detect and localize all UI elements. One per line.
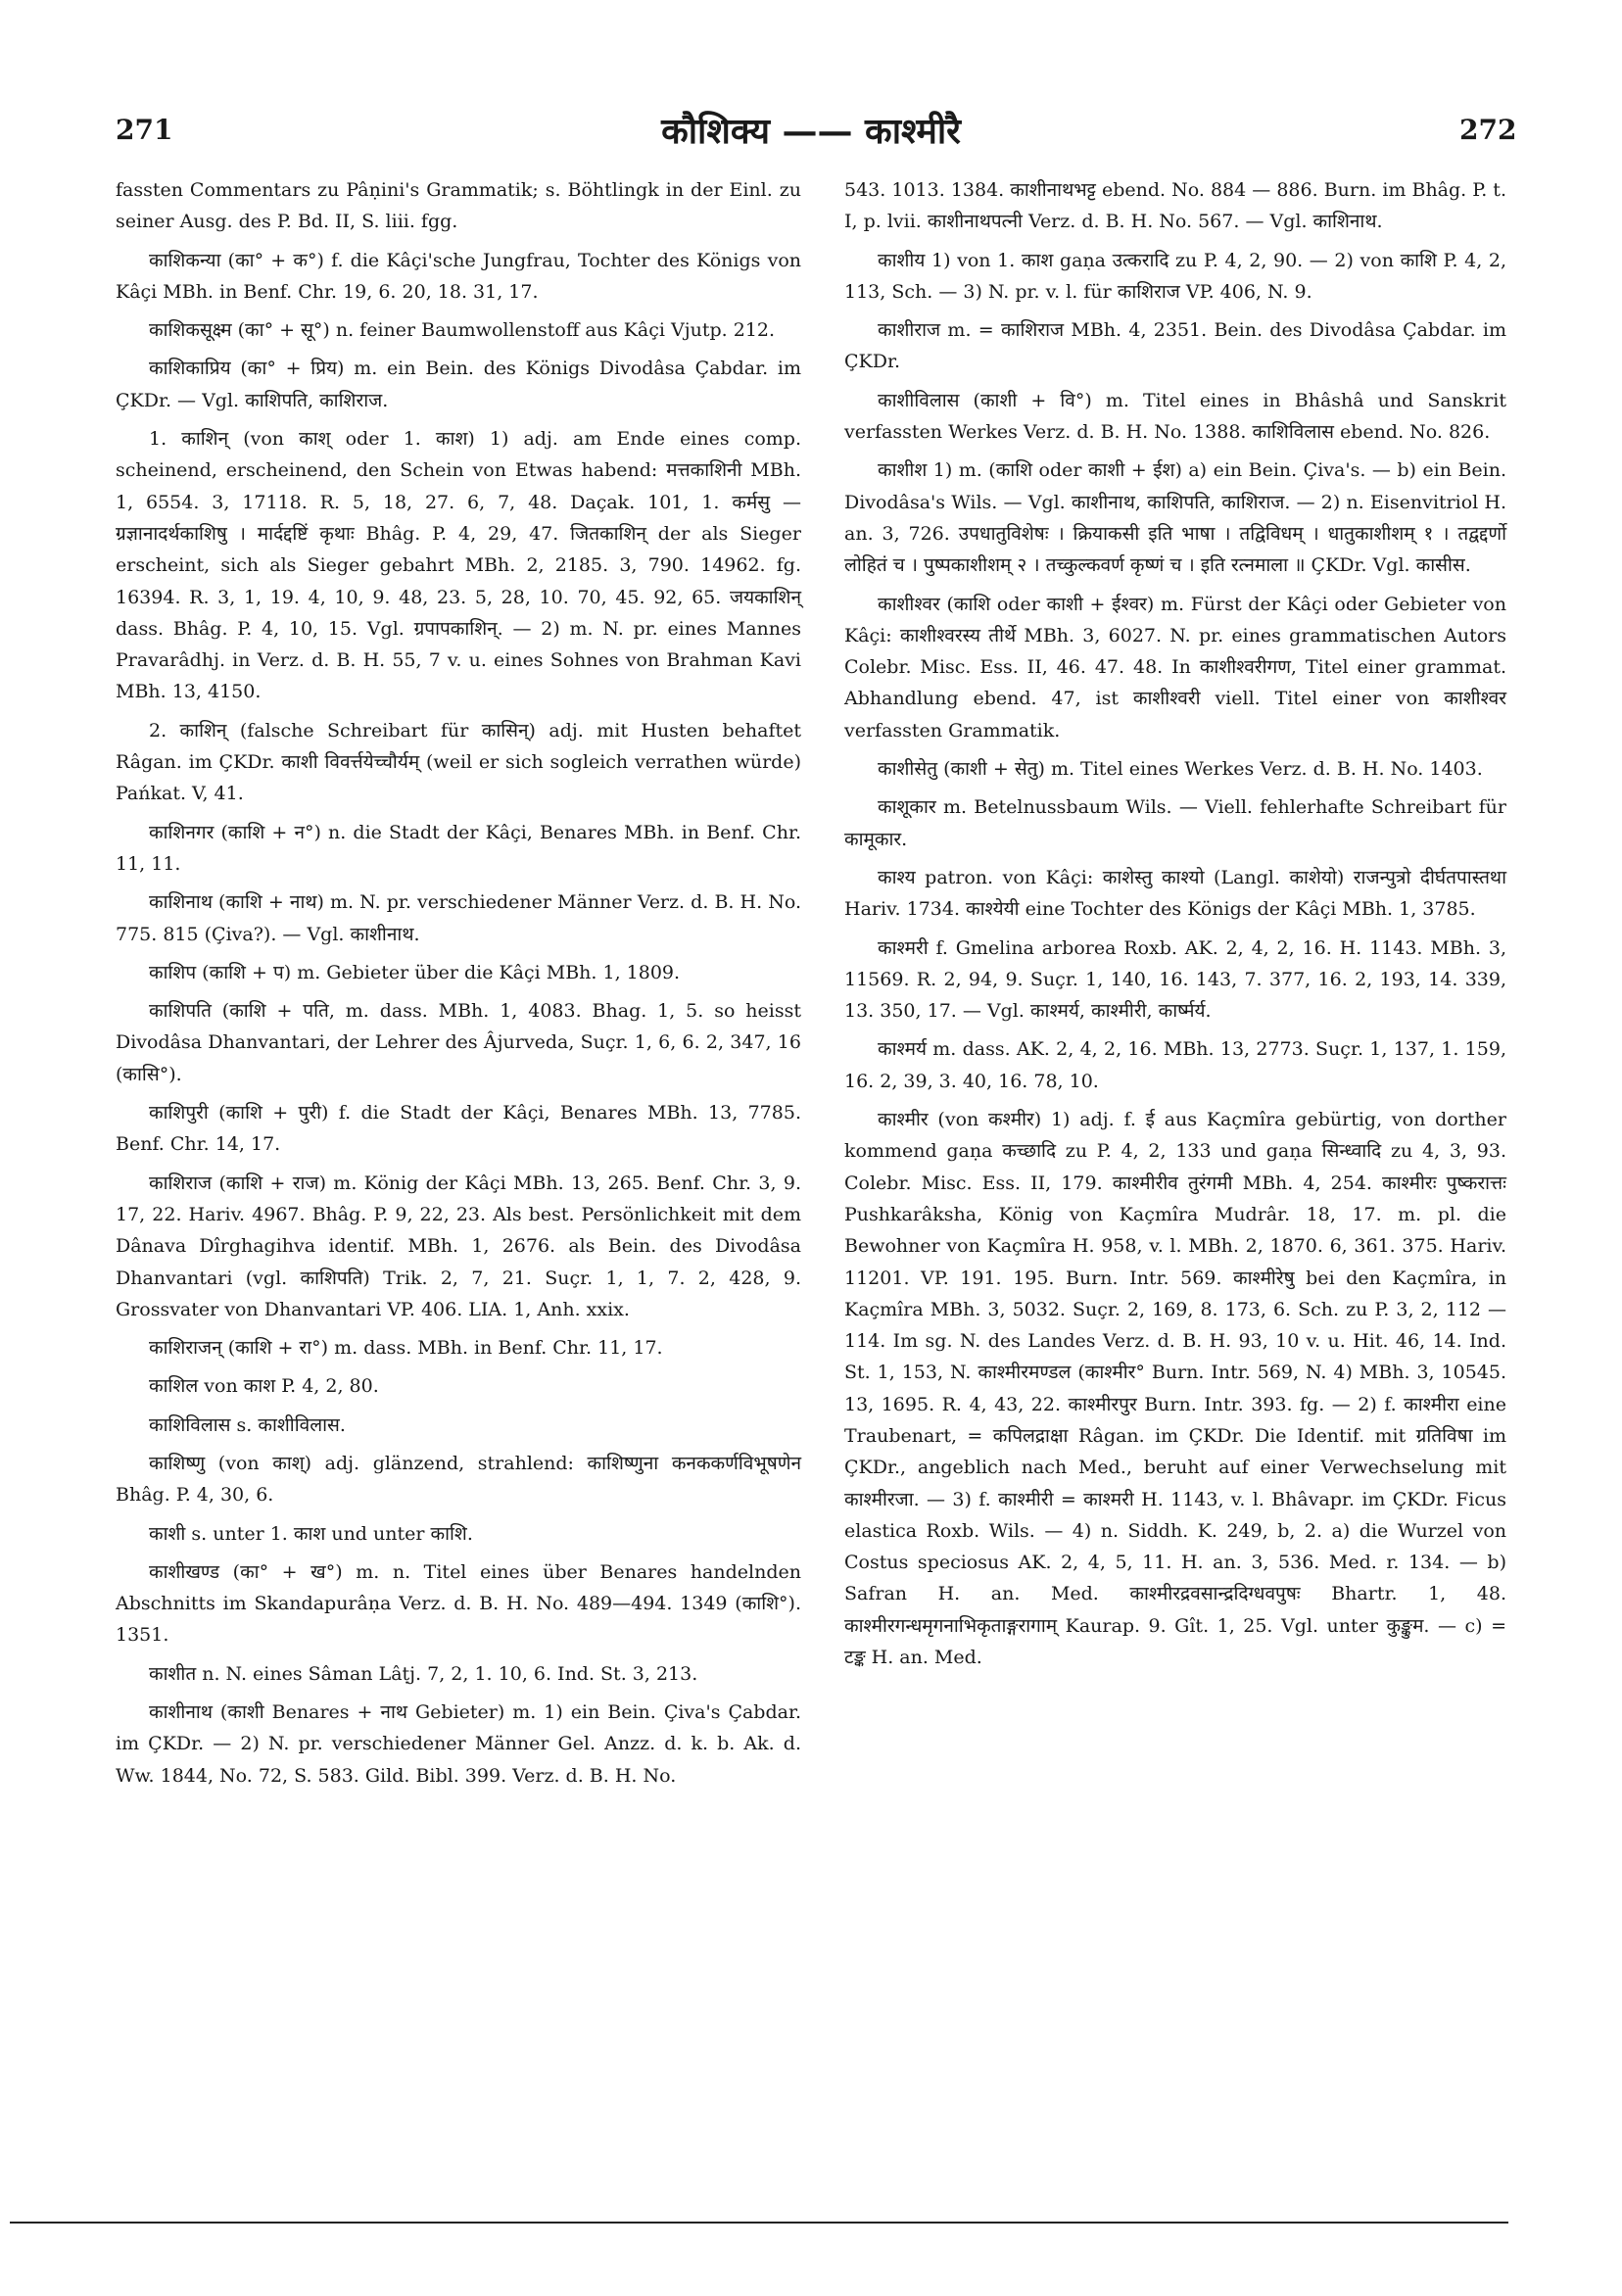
dictionary-entry: काशीराज m. = काशिराज MBh. 4, 2351. Bein. des Divodâsa Çabdar. im ÇKDr. — [844, 319, 1506, 373]
dictionary-entry: काशिराज (काशि + राज) m. König der Kâçi MBh. 13, 265. Benf. Chr. 3, 9. 17, 22. Hariv. 4967. Bhâg. P. 9, 22, 23. Als best. Persönlichkeit mit dem Dânava Dîrghagihva identif. MBh. 1, 2676. als Bein. des Divodâsa Dhanvantari (vgl. काशिपति) Trik. 2, 7, 21. Suçr. 1, 1, 7. 2, 428, 9. Grossvater von Dhanvantari VP. 406. LIA. 1, Anh. xxix. — [116, 1172, 801, 1320]
dictionary-entry: काशिकसूक्ष्म (का° + सू°) n. feiner Baumwollenstoff aus Kâçi Vjutp. 212. — [149, 319, 776, 342]
dictionary-entry: काशूकार m. Betelnussbaum Wils. — Viell. fehlerhafte Schreibart für कामूकार. — [844, 796, 1506, 850]
dictionary-entry: काशिष्णु (von काश्) adj. glänzend, strahlend: काशिष्णुना कनककर्णविभूषणेन Bhâg. P. 4, 30, 6. — [116, 1452, 801, 1507]
dictionary-entry: काशिराजन् (काशि + रा°) m. dass. MBh. in Benf. Chr. 11, 17. — [149, 1337, 663, 1360]
dictionary-entry: काशिनाथ (काशि + नाथ) m. N. pr. verschiedener Männer Verz. d. B. H. No. 775. 815 (Çiva?). — Vgl. काशीनाथ. — [116, 891, 801, 945]
dictionary-entry: काशिपति (काशि + पति, m. dass. MBh. 1, 4083. Bhag. 1, 5. so heisst Divodâsa Dhanvantari, der Lehrer des Âjurveda, Suçr. 1, 6, 6. 2, 347, 16 (कासि°). — [116, 1000, 801, 1085]
dictionary-entry: काशिनगर (काशि + न°) n. die Stadt der Kâçi, Benares MBh. in Benf. Chr. 11, 11. — [116, 821, 801, 875]
right-column — [844, 174, 1506, 1680]
page-header — [0, 106, 1622, 155]
dictionary-entry: काशी s. unter 1. काश und unter काशि. — [149, 1522, 473, 1545]
dictionary-entry: काशिकाप्रिय (का° + प्रिय) m. ein Bein. des Königs Divodâsa Çabdar. im ÇKDr. — Vgl. काशिपति, काशिराज. — [116, 358, 801, 411]
running-headwords: कौशिक्य —— काश्मीरै — [661, 111, 961, 152]
dictionary-entry: काशिविलास s. काशीविलास. — [149, 1413, 346, 1436]
dictionary-entry: काशीश्वर (काशि oder काशी + ईश्वर) m. Fürst der Kâçi oder Gebieter von Kâçi: काशीश्वरस्य तीर्थे MBh. 3, 6027. N. pr. eines grammatischen Autors Colebr. Misc. Ess. II, 46. 47. 48. In काशीश्वरीगण, Titel einer grammat. Abhandlung ebend. 47, ist काशीश्वरी viell. Titel einer von काशीश्वर verfassten Grammatik. — [844, 593, 1506, 741]
dictionary-entry: काश्मरी f. Gmelina arborea Roxb. AK. 2, 4, 2, 16. H. 1143. MBh. 3, 11569. R. 2, 94, 9. Suçr. 1, 140, 16. 143, 7. 377, 16. 2, 193, 14. 339, 13. 350, 17. — Vgl. काश्मर्य, काश्मीरी, कार्ष्मर्य. — [844, 936, 1506, 1023]
dictionary-entry: 1. काशिन् (von काश् oder 1. काश) 1) adj. am Ende eines comp. scheinend, erscheinend, den Schein von Etwas habend: मत्तकाशिनी MBh. 1, 6554. 3, 17118. R. 5, 18, 27. 6, 7, 48. Daçak. 101, 1. कर्मसु — ग्रज्ञानादर्थकाशिषु । मार्दद्दष्टिं कृथाः Bhâg. P. 4, 29, 47. जितकाशिन् der als Sieger erscheint, sich als Sieger gebahrt MBh. 2, 2185. 3, 790. 14962. fg. 16394. R. 3, 1, 19. 4, 10, 9. 48, 23. 5, 28, 10. 70, 45. 92, 65. जयकाशिन् dass. Bhâg. P. 4, 10, 15. Vgl. ग्रपापकाशिन्. — 2) m. N. pr. eines Mannes Pravarâdhj. in Verz. d. B. H. 55, 7 v. u. eines Sohnes von Brahman Kavi MBh. 13, 4150. — [116, 428, 801, 703]
right-page-number: 272 — [1459, 114, 1517, 146]
dictionary-entry: काशिपुरी (काशि + पुरी) f. die Stadt der Kâçi, Benares MBh. 13, 7785. Benf. Chr. 14, 17. — [116, 1102, 801, 1156]
dictionary-entry: काशीनाथ (काशी Benares + नाथ Gebieter) m. 1) ein Bein. Çiva's Çabdar. im ÇKDr. — 2) N. pr. verschiedener Männer Gel. Anzz. d. k. b. Ak. d. Ww. 1844, No. 72, S. 583. Gild. Bibl. 399. Verz. d. B. H. No. — [116, 1701, 801, 1787]
dictionary-entry: काशीय 1) von 1. काश gaṇa उत्करादि zu P. 4, 2, 90. — 2) von काशि P. 4, 2, 113, Sch. — 3) N. pr. v. l. für काशिराज VP. 406, N. 9. — [844, 249, 1506, 303]
dictionary-entry: काशीत n. N. eines Sâman Lâṭj. 7, 2, 1. 10, 6. Ind. St. 3, 213. — [149, 1662, 698, 1685]
dictionary-entry: काशीसेतु (काशी + सेतु) m. Titel eines Werkes Verz. d. B. H. No. 1403. — [878, 758, 1483, 781]
dictionary-entry: काशिल von काश P. 4, 2, 80. — [149, 1375, 379, 1398]
dictionary-entry: काशिकन्या (का° + क°) f. die Kâçi'sche Jungfrau, Tochter des Königs von Kâçi MBh. in Benf. Chr. 19, 6. 20, 18. 31, 17. — [116, 249, 801, 303]
dictionary-entry: काश्मर्य m. dass. AK. 2, 4, 2, 16. MBh. 13, 2773. Suçr. 1, 137, 1. 159, 16. 2, 39, 3. 40, 16. 78, 10. — [844, 1038, 1506, 1092]
dictionary-entry: 543. 1013. 1384. काशीनाथभट्ट ebend. No. 884 — 886. Burn. im Bhâg. P. t. I, p. lvii. काशीनाथपत्नी Verz. d. B. H. No. 567. — Vgl. काशिनाथ. — [844, 179, 1506, 233]
dictionary-entry: काश्य patron. von Kâçi: काशेस्तु काश्यो (Langl. काशेयो) राजन्पुत्रो दीर्घतपास्तथा Hariv. 1734. काश्येयी eine Tochter des Königs der Kâçi MBh. 1, 3785. — [844, 866, 1506, 921]
bottom-rule — [10, 2222, 1508, 2224]
dictionary-entry: काशीखण्ड (का° + ख°) m. n. Titel eines über Benares handelnden Abschnitts im Skandapurâṇa Verz. d. B. H. No. 489—494. 1349 (काशि°). 1351. — [116, 1560, 801, 1647]
dictionary-entry: काशीश 1) m. (काशि oder काशी + ईश) a) ein Bein. Çiva's. — b) ein Bein. Divodâsa's Wils. — Vgl. काशीनाथ, काशिपति, काशिराज. — 2) n. Eisenvitriol H. an. 3, 726. उपधातुविशेषः । क्रियाकसी इति भाषा । तद्विविधम् । धातुकाशीशम् १ । तद्वद्दर्णो लोहितं च । पुष्पकाशीशम् २ । तच्कुल्कवर्ण कृष्णं च । इति रत्नमाला ॥ ÇKDr. Vgl. कासीस. — [844, 459, 1506, 577]
dictionary-entry: 2. काशिन् (falsche Schreibart für कासिन्) adj. mit Husten behaftet Râgan. im ÇKDr. काशी विवर्त्तयेच्चौर्यम् (weil er sich sogleich verrathen würde) Pańkat. V, 41. — [116, 719, 801, 805]
dictionary-entry: काशीविलास (काशी + वि°) m. Titel eines in Bhâshâ und Sanskrit verfassten Werkes Verz. d. B. H. No. 1388. काशिविलास ebend. No. 826. — [844, 389, 1506, 444]
dictionary-entry: fassten Commentars zu Pâṇini's Grammatik; s. Böhtlingk in der Einl. zu seiner Ausg. des P. Bd. II, S. liii. fgg. — [116, 179, 801, 233]
left-column — [116, 174, 801, 1798]
left-page-number: 271 — [116, 114, 173, 146]
dictionary-entry: काशिप (काशि + प) m. Gebieter über die Kâçi MBh. 1, 1809. — [149, 961, 681, 983]
dictionary-entry: काश्मीर (von कश्मीर) 1) adj. f. ई aus Kaçmîra gebürtig, von dorther kommend gaṇa कच्छादि zu P. 4, 2, 133 und gaṇa सिन्ध्वादि zu 4, 3, 93. Colebr. Misc. Ess. II, 179. काश्मीरीव तुरंगमी MBh. 4, 254. काश्मीरः पुष्करात्तः Pushkarâksha, König von Kaçmîra Mudrâr. 18, 17. m. pl. die Bewohner von Kaçmîra H. 958, v. l. MBh. 2, 1870. 6, 361. 375. Hariv. 11201. VP. 191. 195. Burn. Intr. 569. काश्मीरेषु bei den Kaçmîra, in Kaçmîra MBh. 3, 5032. Suçr. 2, 169, 8. 173, 6. Sch. zu P. 3, 2, 112 — 114. Im sg. N. des Landes Verz. d. B. H. 93, 10 v. u. Hit. 46, 14. Ind. St. 1, 153, N. काश्मीरमण्डल (काश्मीर° Burn. Intr. 569, N. 4) MBh. 3, 10545. 13, 1695. R. 4, 43, 22. काश्मीरपुर Burn. Intr. 393. fg. — 2) f. काश्मीरा eine Traubenart, = कपिलद्राक्षा Râgan. im ÇKDr. Die Identif. mit ग्रतिविषा im ÇKDr., angeblich nach Med., beruht auf einer Verwechselung mit काश्मीरजा. — 3) f. काश्मीरी = काश्मरी H. 1143, v. l. Bhâvapr. im ÇKDr. Ficus elastica Roxb. Wils. — 4) n. Siddh. K. 249, b, 2. a) die Wurzel von Costus speciosus AK. 2, 4, 5, 11. H. an. 3, 536. Med. r. 134. — b) Safran H. an. Med. काश्मीरद्रवसान्द्रदिग्धवपुषः Bhartr. 1, 48. काश्मीरगन्धमृगनाभिकृताङ्गरागाम् Kaurap. 9. Gît. 1, 25. Vgl. unter कुङ्कुम. — c) = टङ्क H. an. Med. — [844, 1109, 1506, 1669]
